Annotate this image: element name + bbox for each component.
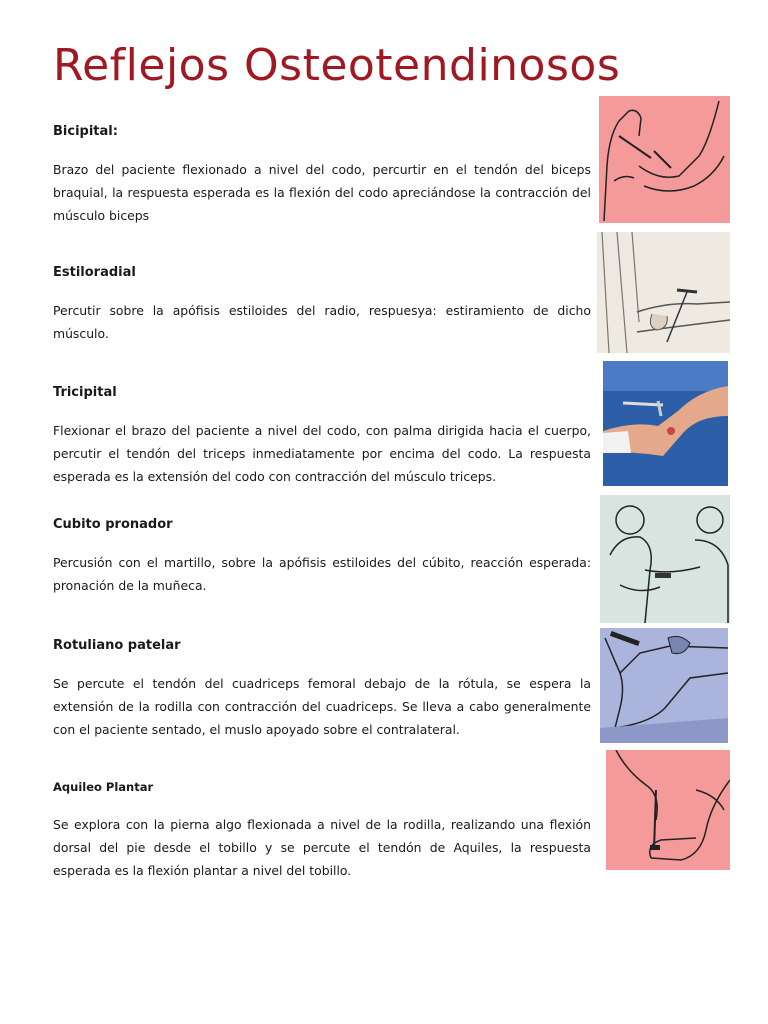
tricipital-photo-icon bbox=[603, 361, 728, 486]
section-heading: Aquileo Plantar bbox=[53, 780, 154, 794]
section-text: Se explora con la pierna algo flexionada a nivel de la rodilla, realizando una flexión dorsal del pie desde el tobillo y se percute el tendón de Aquiles, la respuesta esperada es la flexión plantar a nivel del tobillo. bbox=[53, 817, 591, 878]
section-heading: Tricipital bbox=[53, 385, 117, 400]
estiloradial-illustration-icon bbox=[597, 232, 730, 353]
section-text: Percusión con el martillo, sobre la apófisis estiloides del cúbito, reacción esperada: pronación de la muñeca. bbox=[53, 555, 591, 593]
section-aquileo-plantar bbox=[53, 780, 591, 882]
section-heading: Rotuliano patelar bbox=[53, 638, 181, 653]
section-estiloradial bbox=[53, 265, 591, 345]
bicipital-illustration-icon bbox=[599, 96, 730, 223]
section-text: Percutir sobre la apófisis estiloides del radio, respuesya: estiramiento de dicho músculo. bbox=[53, 303, 591, 341]
section-text: Flexionar el brazo del paciente a nivel del codo, con palma dirigida hacia el cuerpo, percutir el tendón del triceps inmediatamente por encima del codo. La respuesta esperada es la extensión del codo con contracción del músculo triceps. bbox=[53, 423, 591, 484]
rotuliano-illustration-icon bbox=[600, 628, 728, 743]
page-title: Reflejos Osteotendinosos bbox=[53, 40, 621, 91]
section-cubito-pronador bbox=[53, 517, 591, 597]
section-heading: Cubito pronador bbox=[53, 517, 173, 532]
cubito-pronador-illustration-icon bbox=[600, 495, 730, 623]
section-heading: Estiloradial bbox=[53, 265, 136, 280]
section-tricipital bbox=[53, 385, 591, 488]
section-text: Brazo del paciente flexionado a nivel del codo, percurtir en el tendón del biceps braquial, la respuesta esperada es la flexión del codo apreciándose la contracción del músculo biceps bbox=[53, 162, 591, 223]
section-bicipital bbox=[53, 124, 591, 227]
section-heading: Bicipital: bbox=[53, 124, 118, 139]
section-text: Se percute el tendón del cuadriceps femoral debajo de la rótula, se espera la extensión de la rodilla con contracción del cuadriceps. Se lleva a cabo generalmente con el paciente sentado, el muslo apoyado sobre el contralateral. bbox=[53, 676, 591, 737]
section-rotuliano-patelar bbox=[53, 638, 591, 741]
aquileo-illustration-icon bbox=[606, 750, 730, 870]
